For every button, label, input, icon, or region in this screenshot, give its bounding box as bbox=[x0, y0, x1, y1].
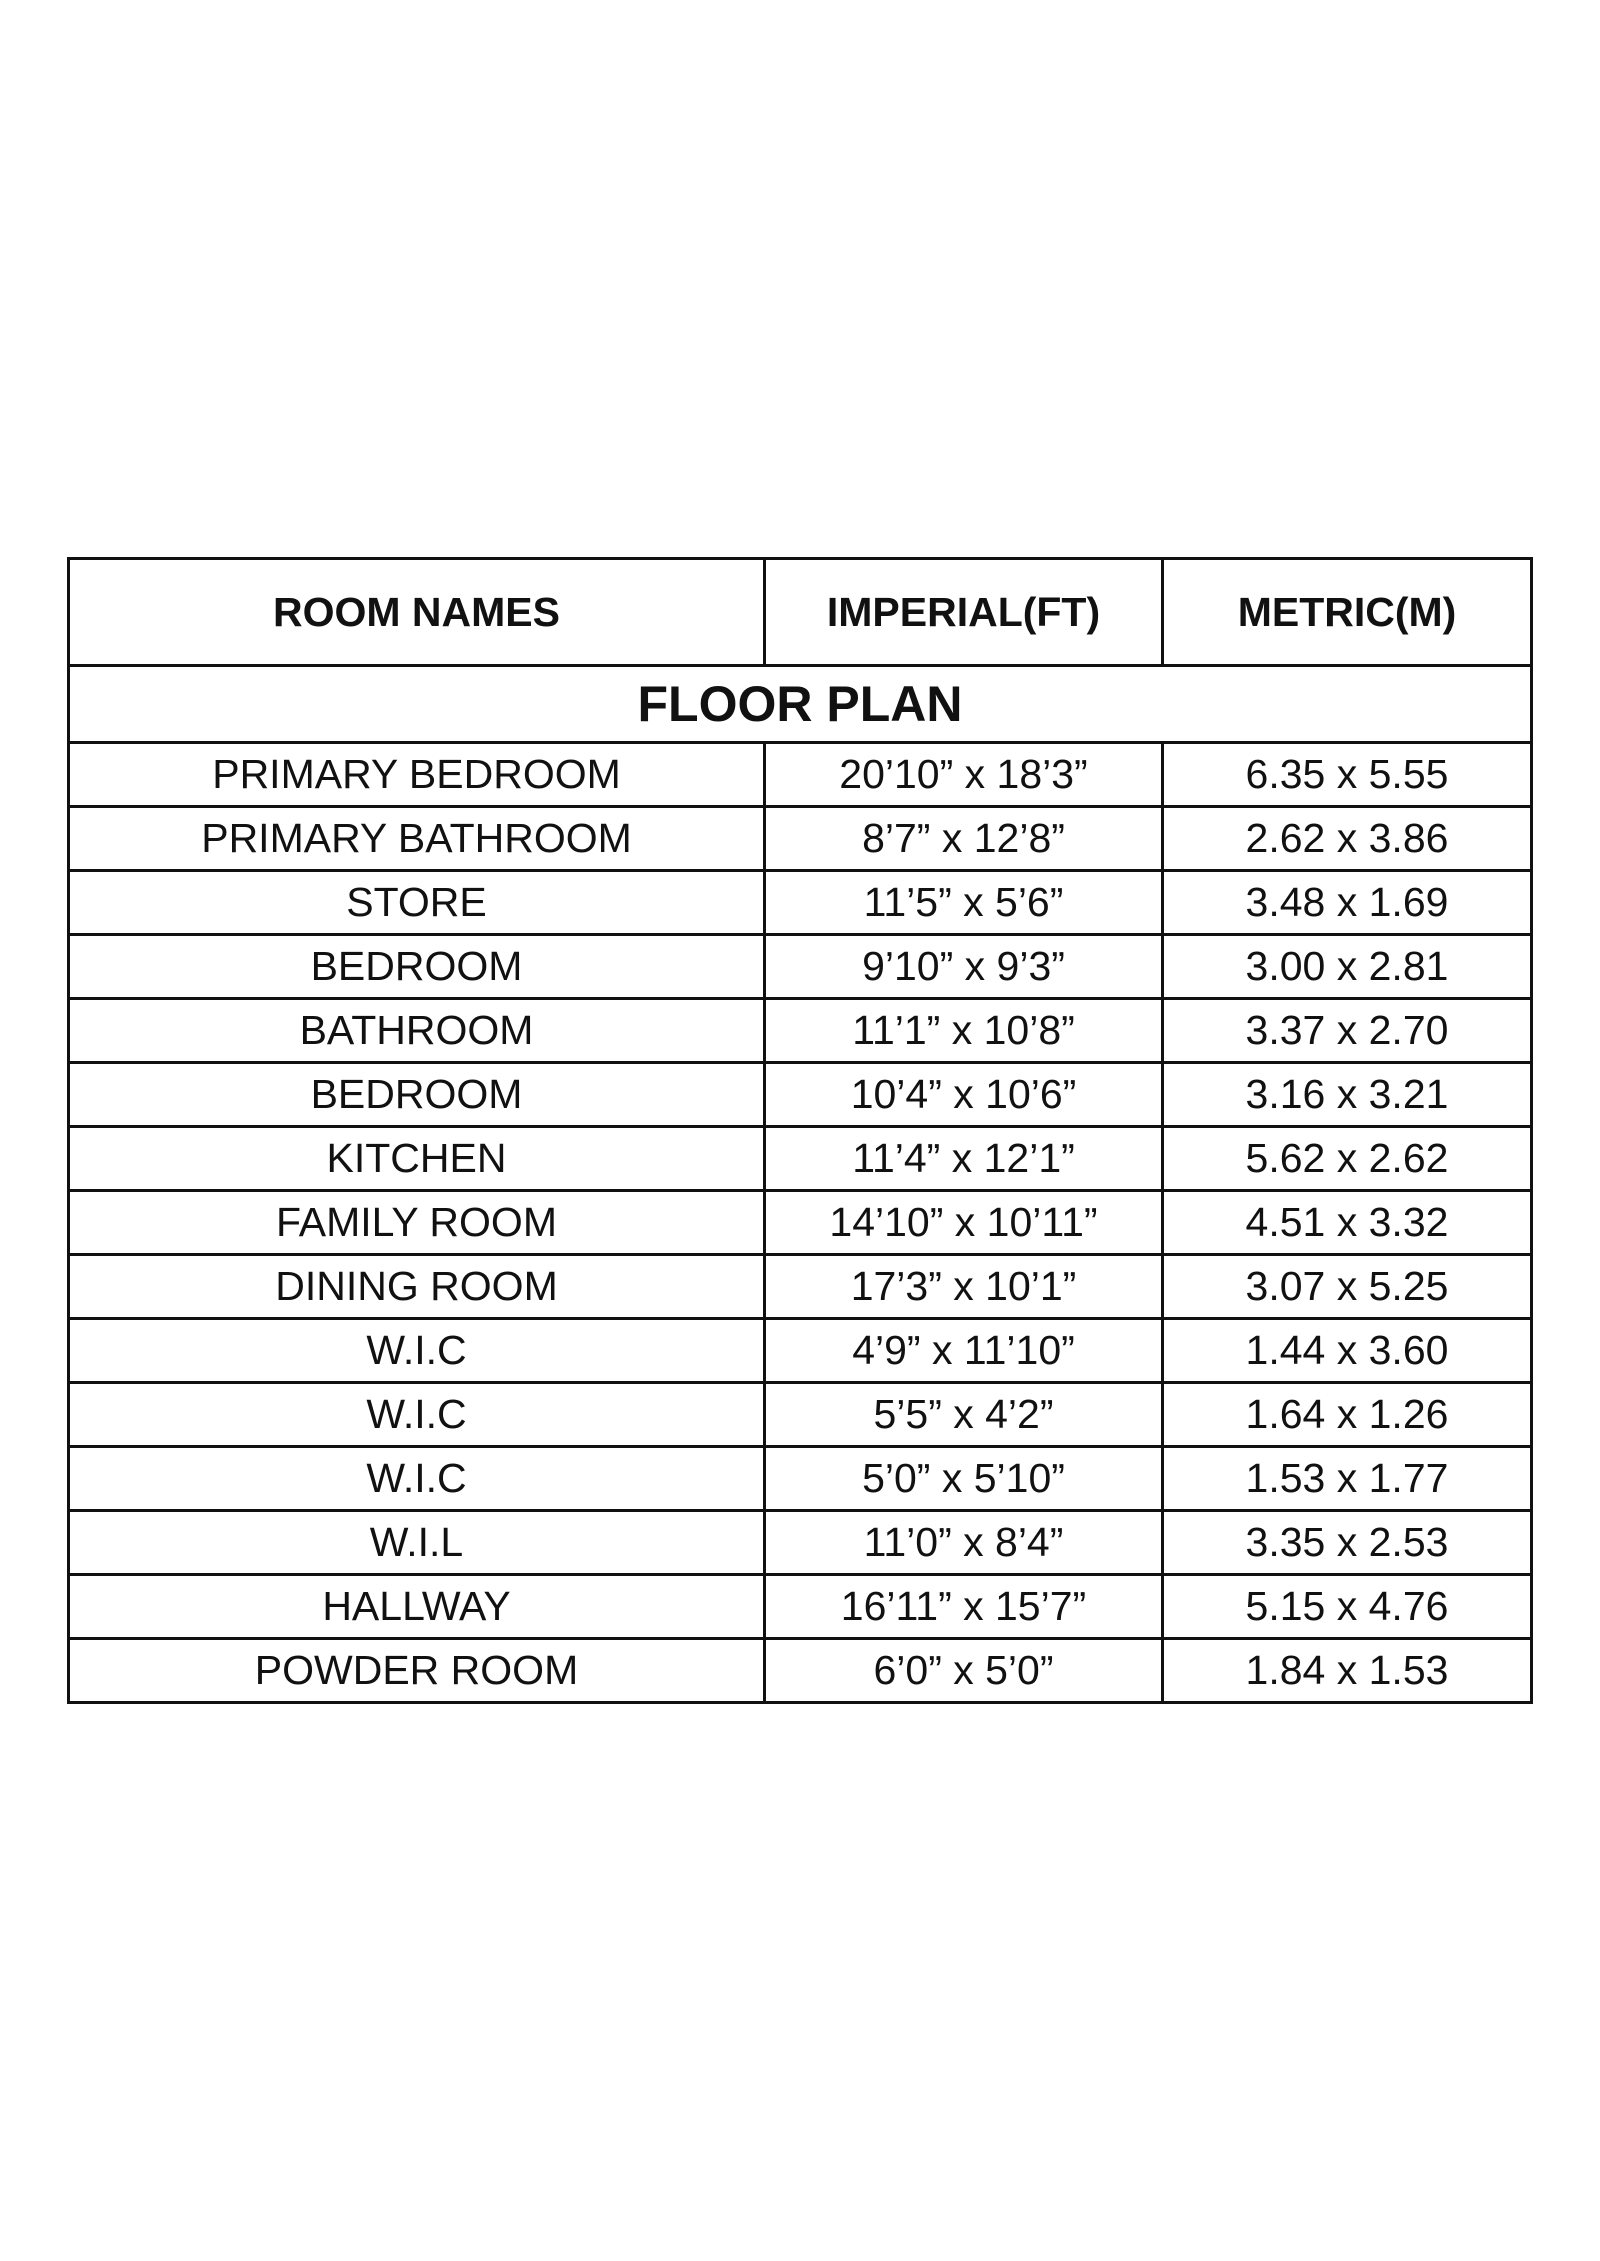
section-row bbox=[69, 666, 1532, 743]
cell-metric: 1.53 x 1.77 bbox=[1163, 1447, 1532, 1511]
cell-imperial: 8’7” x 12’8” bbox=[765, 807, 1163, 871]
table-row bbox=[69, 1447, 1532, 1511]
cell-imperial: 9’10” x 9’3” bbox=[765, 935, 1163, 999]
table-row bbox=[69, 871, 1532, 935]
cell-room-name: W.I.C bbox=[69, 1447, 765, 1511]
cell-imperial: 11’1” x 10’8” bbox=[765, 999, 1163, 1063]
cell-metric: 1.84 x 1.53 bbox=[1163, 1639, 1532, 1703]
table-row bbox=[69, 1639, 1532, 1703]
cell-imperial: 11’4” x 12’1” bbox=[765, 1127, 1163, 1191]
table-row bbox=[69, 935, 1532, 999]
cell-metric: 1.44 x 3.60 bbox=[1163, 1319, 1532, 1383]
cell-imperial: 14’10” x 10’11” bbox=[765, 1191, 1163, 1255]
section-title: FLOOR PLAN bbox=[69, 666, 1532, 743]
cell-metric: 2.62 x 3.86 bbox=[1163, 807, 1532, 871]
cell-room-name: PRIMARY BEDROOM bbox=[69, 743, 765, 807]
room-dimensions-table bbox=[67, 557, 1533, 1704]
table-row bbox=[69, 1191, 1532, 1255]
header-room-names: ROOM NAMES bbox=[69, 559, 765, 666]
cell-metric: 3.00 x 2.81 bbox=[1163, 935, 1532, 999]
cell-room-name: POWDER ROOM bbox=[69, 1639, 765, 1703]
table-row bbox=[69, 743, 1532, 807]
cell-metric: 5.62 x 2.62 bbox=[1163, 1127, 1532, 1191]
table-header-row bbox=[69, 559, 1532, 666]
cell-imperial: 5’5” x 4’2” bbox=[765, 1383, 1163, 1447]
cell-imperial: 11’5” x 5’6” bbox=[765, 871, 1163, 935]
table-row bbox=[69, 999, 1532, 1063]
cell-metric: 1.64 x 1.26 bbox=[1163, 1383, 1532, 1447]
cell-metric: 4.51 x 3.32 bbox=[1163, 1191, 1532, 1255]
cell-imperial: 20’10” x 18’3” bbox=[765, 743, 1163, 807]
cell-room-name: BEDROOM bbox=[69, 935, 765, 999]
table-row bbox=[69, 1063, 1532, 1127]
cell-room-name: STORE bbox=[69, 871, 765, 935]
table-row bbox=[69, 1319, 1532, 1383]
cell-imperial: 6’0” x 5’0” bbox=[765, 1639, 1163, 1703]
table-row bbox=[69, 1511, 1532, 1575]
table-row bbox=[69, 807, 1532, 871]
cell-imperial: 5’0” x 5’10” bbox=[765, 1447, 1163, 1511]
cell-metric: 3.48 x 1.69 bbox=[1163, 871, 1532, 935]
table-row bbox=[69, 1383, 1532, 1447]
cell-room-name: KITCHEN bbox=[69, 1127, 765, 1191]
cell-imperial: 16’11” x 15’7” bbox=[765, 1575, 1163, 1639]
cell-metric: 3.37 x 2.70 bbox=[1163, 999, 1532, 1063]
table-row bbox=[69, 1127, 1532, 1191]
cell-room-name: DINING ROOM bbox=[69, 1255, 765, 1319]
table-row bbox=[69, 1575, 1532, 1639]
cell-metric: 3.16 x 3.21 bbox=[1163, 1063, 1532, 1127]
cell-room-name: W.I.C bbox=[69, 1383, 765, 1447]
cell-imperial: 10’4” x 10’6” bbox=[765, 1063, 1163, 1127]
cell-metric: 6.35 x 5.55 bbox=[1163, 743, 1532, 807]
cell-room-name: FAMILY ROOM bbox=[69, 1191, 765, 1255]
table-row bbox=[69, 1255, 1532, 1319]
cell-room-name: W.I.C bbox=[69, 1319, 765, 1383]
header-imperial: IMPERIAL(FT) bbox=[765, 559, 1163, 666]
cell-metric: 3.35 x 2.53 bbox=[1163, 1511, 1532, 1575]
cell-metric: 3.07 x 5.25 bbox=[1163, 1255, 1532, 1319]
cell-room-name: BEDROOM bbox=[69, 1063, 765, 1127]
cell-imperial: 4’9” x 11’10” bbox=[765, 1319, 1163, 1383]
cell-room-name: PRIMARY BATHROOM bbox=[69, 807, 765, 871]
cell-room-name: BATHROOM bbox=[69, 999, 765, 1063]
cell-room-name: W.I.L bbox=[69, 1511, 765, 1575]
cell-imperial: 17’3” x 10’1” bbox=[765, 1255, 1163, 1319]
cell-room-name: HALLWAY bbox=[69, 1575, 765, 1639]
cell-metric: 5.15 x 4.76 bbox=[1163, 1575, 1532, 1639]
cell-imperial: 11’0” x 8’4” bbox=[765, 1511, 1163, 1575]
header-metric: METRIC(M) bbox=[1163, 559, 1532, 666]
